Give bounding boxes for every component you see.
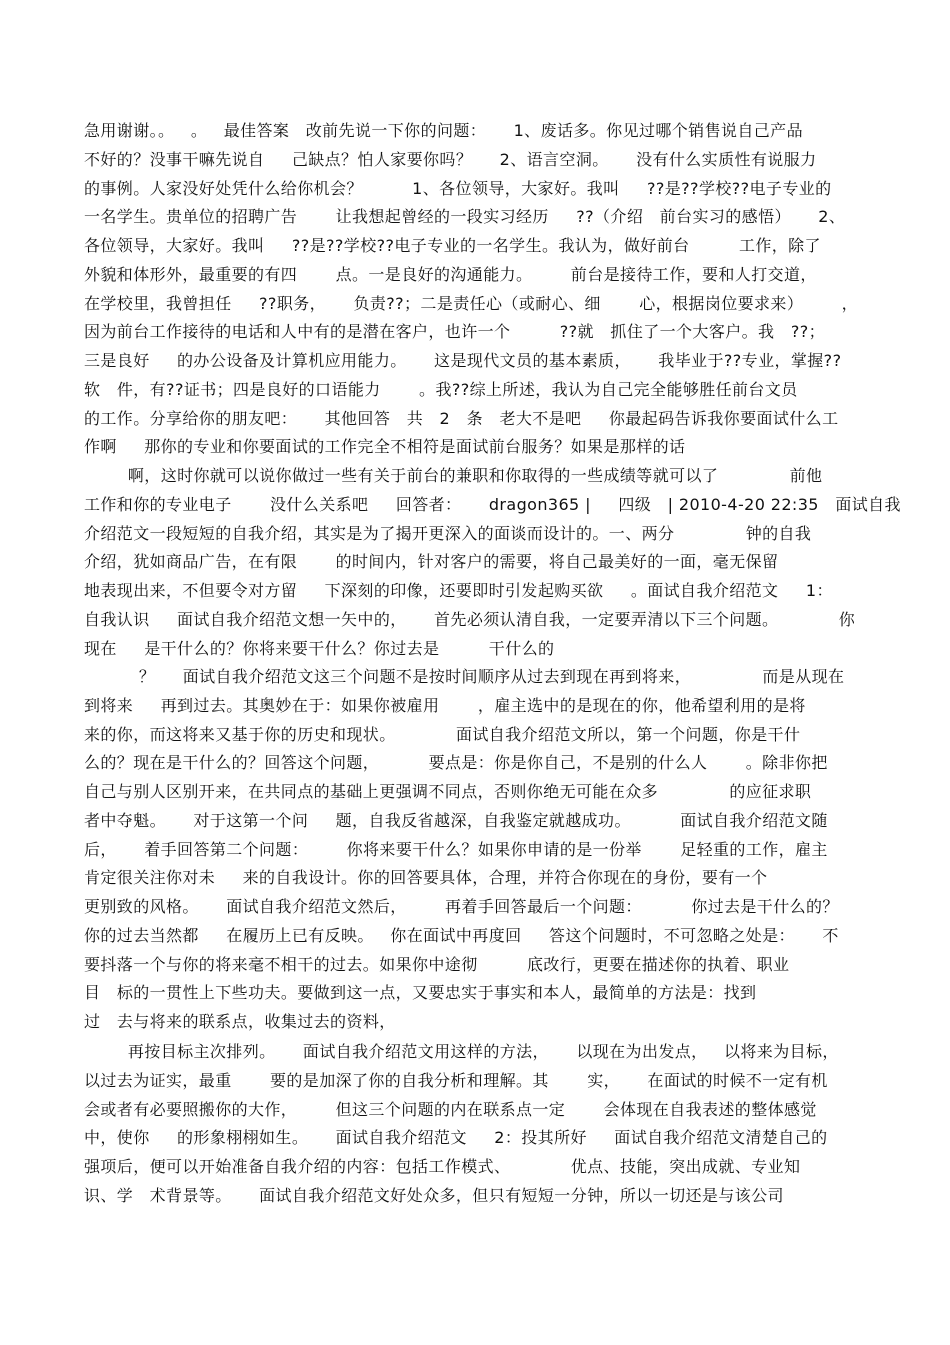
paragraph-4 (84, 1038, 868, 1211)
text-line: 更别致的风格。 面试自我介绍范文然后， 再着手回答最后一个问题： 你过去是干什么的？ (84, 897, 839, 916)
text-line: 不好的？没事干嘛先说自 己缺点？怕人家要你吗？ 2、语言空洞。 没有什么实质性有说服力 (84, 149, 817, 169)
text-line: 你的过去当然都 在履历上已有反映。 你在面试中再度回 答这个问题时，不可忽略之处是： 不 (84, 925, 839, 945)
text-line: ？ 面试自我介绍范文这三个问题不是按时间顺序从过去到现在再到将来， 而是从现在 (84, 667, 845, 686)
text-line: 因为前台工作接待的电话和人中有的是潜在客户，也许一个 ??就 抓住了一个大客户。我 ??； (84, 322, 826, 342)
text-line: 过 去与将来的联系点，收集过去的资料， (84, 1012, 396, 1031)
text-line: 么的？现在是干什么的？回答这个问题， 要点是：你是你自己，不是别的什么人 。除非你把 (84, 753, 828, 773)
text-line: 的工作。分享给你的朋友吧： 其他回答 共 2 条 老大不是吧 你最起码告诉我你要面试什么工 (84, 408, 839, 428)
text-line: 各位领导，大家好。我叫 ??是??学校??电子专业的一名学生。我认为，做好前台 工作，除了 (84, 236, 821, 255)
text-line: 再按目标主次排列。 面试自我介绍范文用这样的方法， 以现在为出发点， 以将来为目标， (84, 1042, 839, 1061)
text-line: 以过去为证实，最重 要的是加深了你的自我分析和理解。其 实， 在面试的时候不一定有机 (84, 1070, 828, 1090)
text-line: 的事例。人家没好处凭什么给你机会？ 1、各位领导，大家好。我叫 ??是??学校??电子专业的 (84, 178, 832, 198)
text-line: 作啊 那你的专业和你要面试的工作完全不相符是面试前台服务？如果是那样的话 (84, 437, 686, 457)
text-line: 后， 着手回答第二个问题： 你将来要干什么？如果你申请的是一份举 足轻重的工作，雇主 (84, 839, 828, 859)
text-line: 目 标的一贯性上下些功夫。要做到这一点，又要忠实于事实和本人，最简单的方法是：找到 (84, 983, 757, 1003)
text-line: 会或者有必要照搬你的大作， 但这三个问题的内在联系点一定 会体现在自我表述的整体感觉 (84, 1099, 817, 1119)
text-line: 来的你，而这将来又基于你的历史和现状。 面试自我介绍范文所以，第一个问题，你是干什 (84, 724, 801, 744)
paragraph-3 (84, 663, 868, 1037)
paragraph-2 (84, 462, 901, 663)
text-line: 软 件，有??证书；四是良好的口语能力 。我??综上所述，我认为自己完全能够胜任前台文员 (84, 379, 798, 399)
text-line: 啊，这时你就可以说你做过一些有关于前台的兼职和你取得的一些成绩等就可以了 前他 (84, 466, 823, 485)
text-line: 肯定很关注你对未 来的自我设计。你的回答要具体，合理，并符合你现在的身份，要有一个 (84, 868, 768, 888)
text-line: 外貌和体形外，最重要的有四 点。一是良好的沟通能力。 前台是接待工作，要和人打交道， (84, 264, 817, 284)
text-line: 者中夺魁。 对于这第一个问 题，自我反省越深，自我鉴定就越成功。 面试自我介绍范文随 (84, 810, 828, 830)
text-line: 介绍，犹如商品广告，在有限 的时间内，针对客户的需要，将自己最美好的一面，毫无保留 (84, 552, 779, 572)
text-line: 自己与别人区别开来，在共同点的基础上更强调不同点，否则你绝无可能在众多 的应征求职 (84, 782, 812, 801)
text-line: 一名学生。贵单位的招聘广告 让我想起曾经的一段实习经历 ??（介绍 前台实习的感悟） 2、 (84, 207, 846, 227)
text-line: 工作和你的专业电子 没什么关系吧 回答者： dragon365 | 四级 | 2010-4-20 22:35 面试自我 (84, 494, 901, 514)
paragraph-1 (84, 117, 868, 462)
text-line: 识、学 术背景等。 面试自我介绍范文好处众多，但只有短短一分钟，所以一切还是与该公司 (84, 1185, 784, 1205)
text-line: 到将来 再到过去。其奥妙在于：如果你被雇用 ，雇主选中的是现在的你，他希望利用的是将 (84, 695, 806, 715)
text-line: 介绍范文一段短短的自我介绍，其实是为了揭开更深入的面谈而设计的。一、两分 钟的自我 (84, 523, 812, 543)
text-line: 自我认识 面试自我介绍范文想一矢中的， 首先必须认清自我，一定要弄清以下三个问题。 你 (84, 609, 856, 629)
text-line: 在学校里，我曾担任 ??职务， 负责??；二是责任心（或耐心、细 心，根据岗位要求来） ， (84, 293, 859, 313)
text-line: 要抖落一个与你的将来毫不相干的过去。如果你中途彻 底改行，更要在描述你的执着、职业 (84, 954, 790, 974)
text-line: 中，使你 的形象栩栩如生。 面试自我介绍范文 2：投其所好 面试自我介绍范文清楚自己的 (84, 1128, 828, 1148)
text-line: 强项后，便可以开始准备自我介绍的内容：包括工作模式、 优点、技能，突出成就、专业知 (84, 1157, 801, 1176)
text-line: 三是良好 的办公设备及计算机应用能力。 这是现代文员的基本素质， 我毕业于??专业，掌握?? (84, 351, 842, 370)
text-line: 急用谢谢。。 。 最佳答案 改前先说一下你的问题： 1、废话多。你见过哪个销售说自己产品 (84, 121, 803, 140)
text-line: 现在 是干什么的？你将来要干什么？你过去是 干什么的 (84, 638, 555, 658)
text-line: 地表现出来，不但要令对方留 下深刻的印像，还要即时引发起购买欲 。面试自我介绍范文 1： (84, 581, 833, 600)
